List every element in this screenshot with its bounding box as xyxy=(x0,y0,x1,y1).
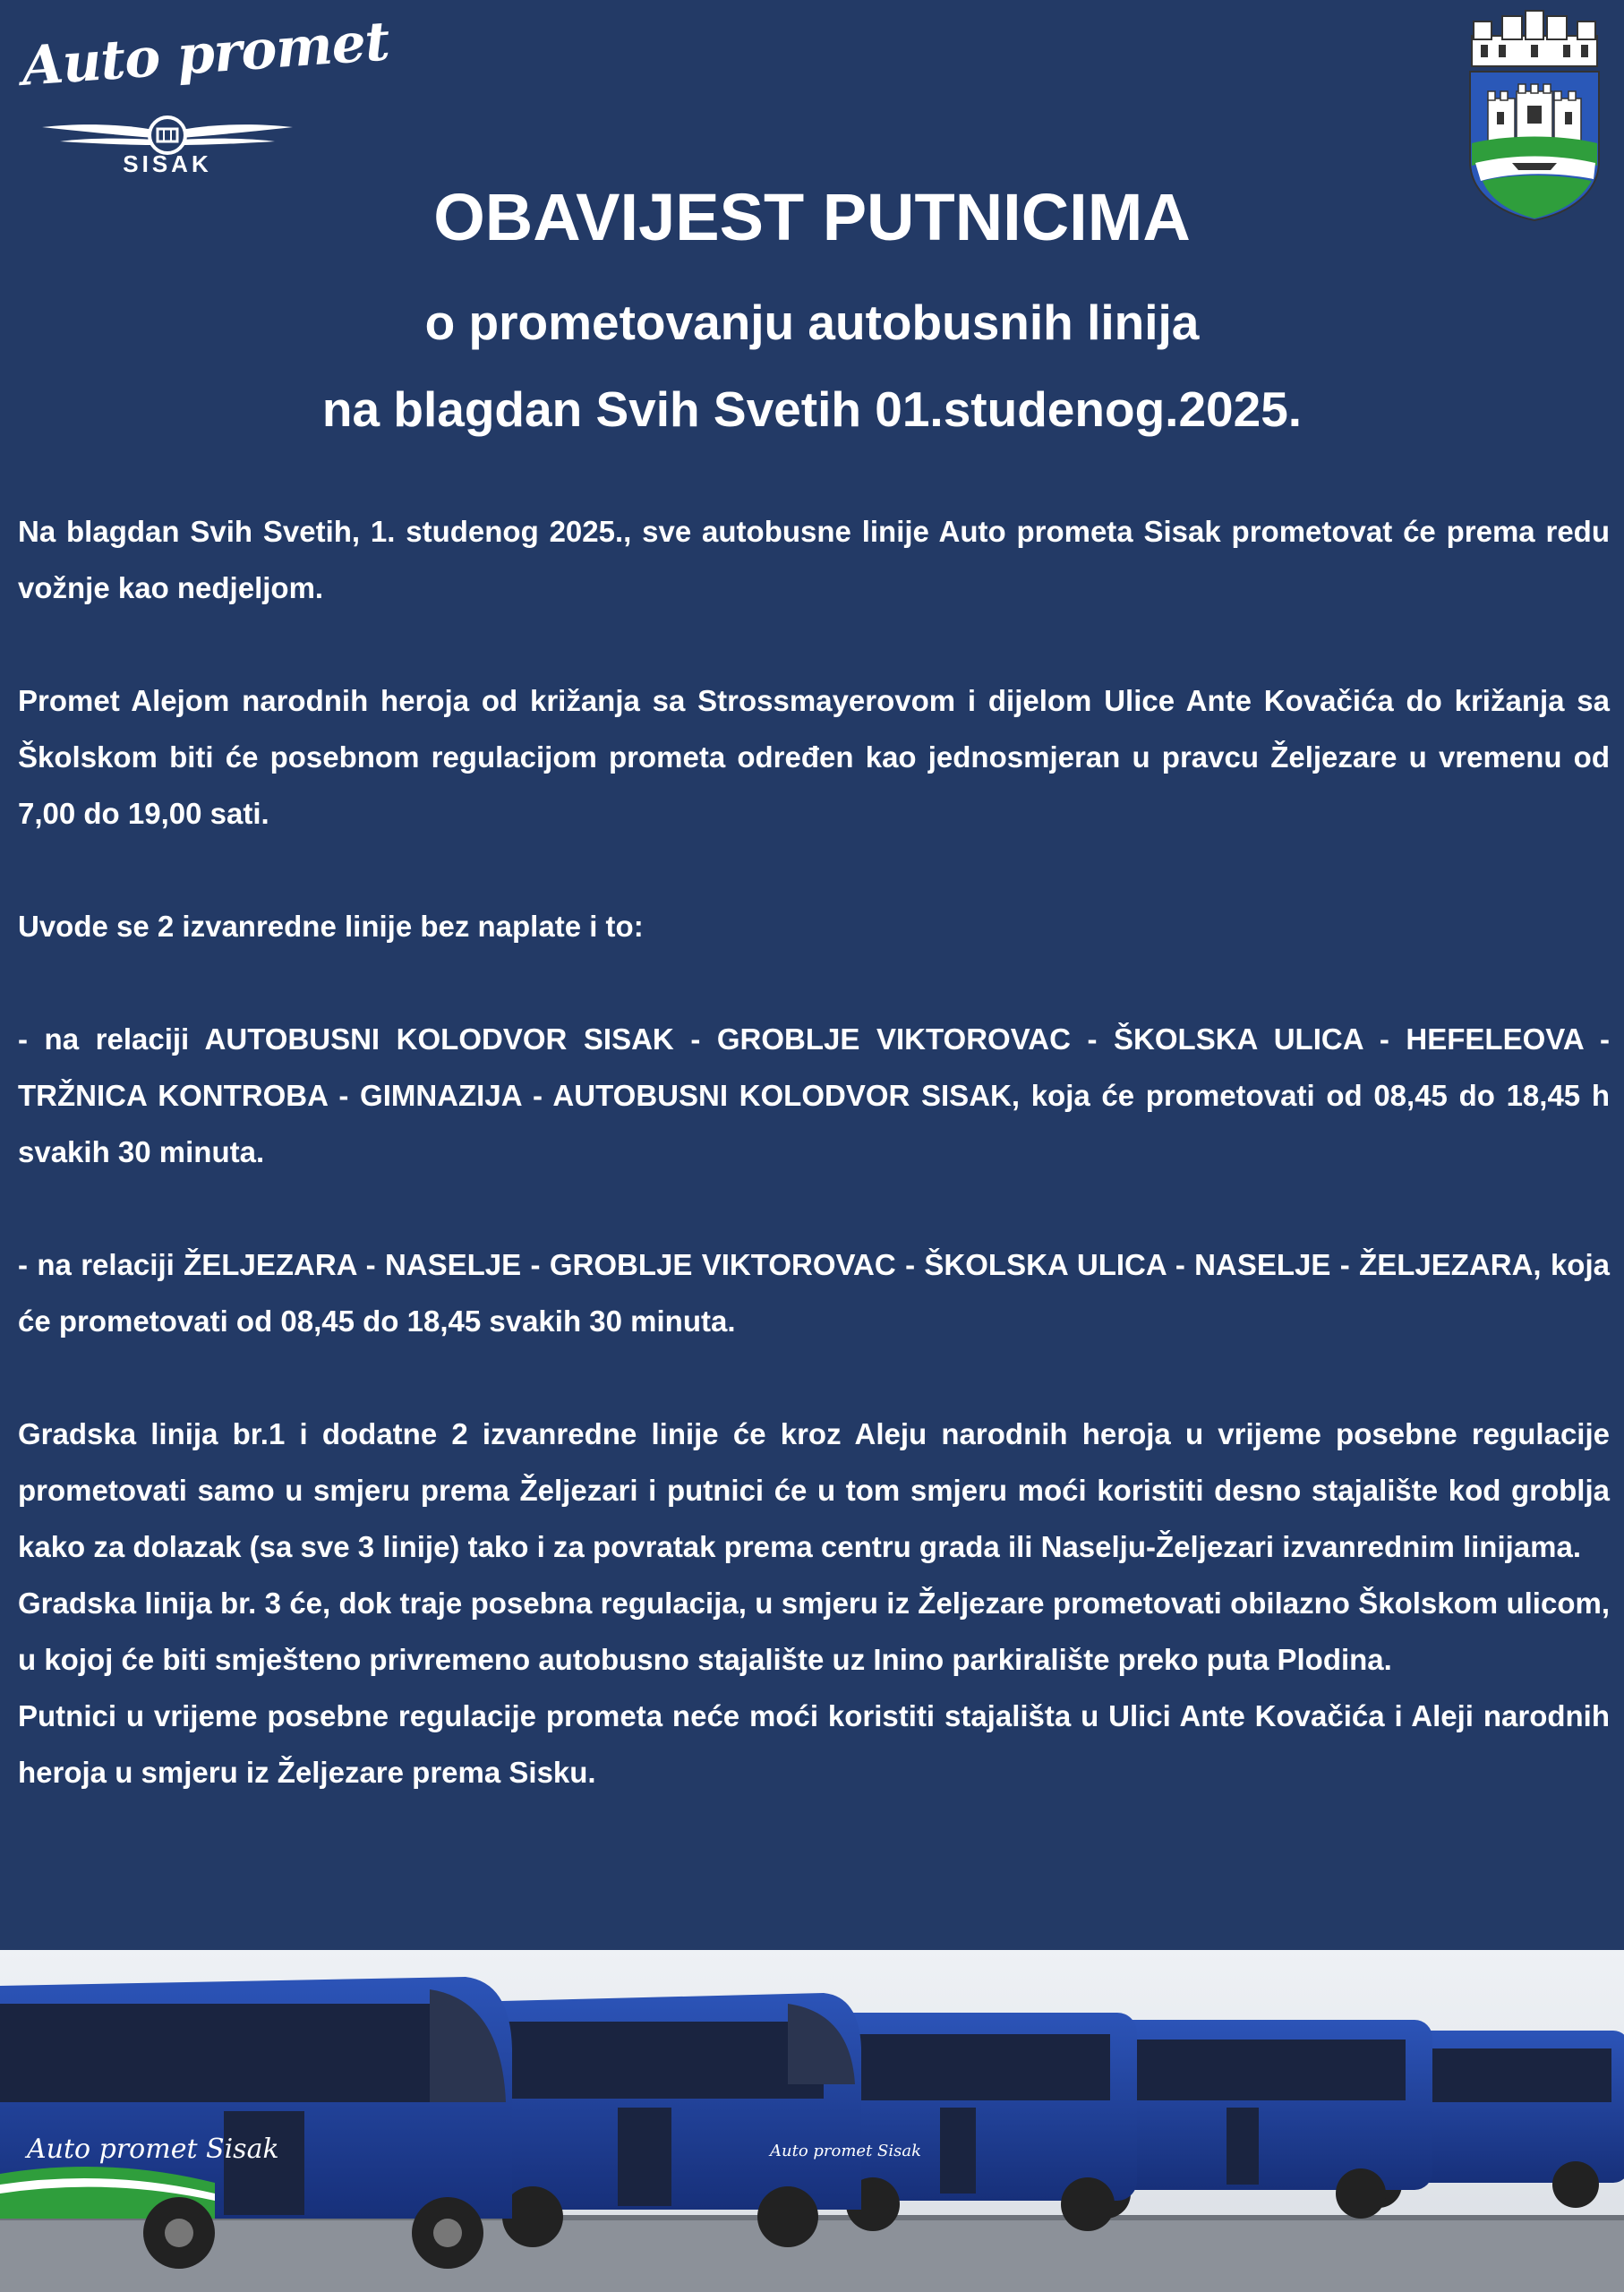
notice-subtitle-line-1: o prometovanju autobusnih linija xyxy=(424,295,1200,350)
paragraph-extra-line-2: - na relaciji ŽELJEZARA - NASELJE - GROBLJE VIKTOROVAC - ŠKOLSKA ULICA - NASELJE - ŽELJEZARA, koja će prometovati od 08,45 do 18,45 svakih 30 minuta. xyxy=(18,1248,1610,1338)
paragraph-extra-lines-intro: Uvode se 2 izvanredne linije bez naplate i to: xyxy=(18,910,644,943)
paragraph-closed-stops: Putnici u vrijeme posebne regulacije prometa neće moći koristiti stajališta u Ulici Ante Kovačića i Aleji narodnih heroja u smjeru iz Željezare prema Sisku. xyxy=(18,1699,1610,1789)
bus-1-livery-text: Auto promet Sisak xyxy=(27,2134,279,2165)
company-logo-wordmark: Auto promet xyxy=(20,10,391,98)
paragraph-holiday-schedule: Na blagdan Svih Svetih, 1. studenog 2025., sve autobusne linije Auto prometa Sisak prometovat će prema redu vožnje kao nedjeljom. xyxy=(18,515,1610,604)
bus-fleet-photo xyxy=(0,1950,1624,2292)
bus-3 xyxy=(833,2013,1137,2231)
notice-title: OBAVIJEST PUTNICIMA xyxy=(433,180,1191,254)
paragraph-line-3-routing: Gradska linija br. 3 će, dok traje posebna regulacija, u smjeru iz Željezare prometovati obilazno Školskom ulicom, u kojoj će biti smješteno privremeno autobusno stajalište uz Inino parkiralište preko puta Plodina. xyxy=(18,1586,1610,1676)
notice-subtitle-line-2: na blagdan Svih Svetih 01.studenog.2025. xyxy=(321,381,1303,437)
company-logo-city: SISAK xyxy=(123,150,212,177)
paragraph-one-way-traffic: Promet Alejom narodnih heroja od križanja sa Strossmayerovom i dijelom Ulice Ante Kovačića do križanja sa Školskom biti će posebnom regulacijom prometa određen kao jednosmjeran u pravcu Željezare u vremenu od 7,00 do 19,00 sati. xyxy=(18,684,1610,830)
bus-2-livery-text: Auto promet Sisak xyxy=(770,2142,921,2160)
paragraph-line-1-routing: Gradska linija br.1 i dodatne 2 izvanredne linije će kroz Aleju narodnih heroja u vrijeme posebne regulacije prometovati samo u smjeru prema Željezari i putnici će u tom smjeru moći koristiti desno stajalište kod groblja kako za dolazak (sa sve 3 linije) tako i za povratak prema centru grada ili Naselju-Željezari izvanrednim linijama. xyxy=(18,1417,1610,1563)
bus-2 xyxy=(466,1993,921,2247)
company-logo xyxy=(20,10,391,188)
notice-body xyxy=(18,503,1610,1800)
paragraph-extra-line-1: - na relaciji AUTOBUSNI KOLODVOR SISAK - GROBLJE VIKTOROVAC - ŠKOLSKA ULICA - HEFELEOVA - TRŽNICA KONTROBA - GIMNAZIJA - AUTOBUSNI KOLODVOR SISAK, koja će prometovati od 08,45 do 18,45 h svakih 30 minuta. xyxy=(18,1022,1610,1168)
